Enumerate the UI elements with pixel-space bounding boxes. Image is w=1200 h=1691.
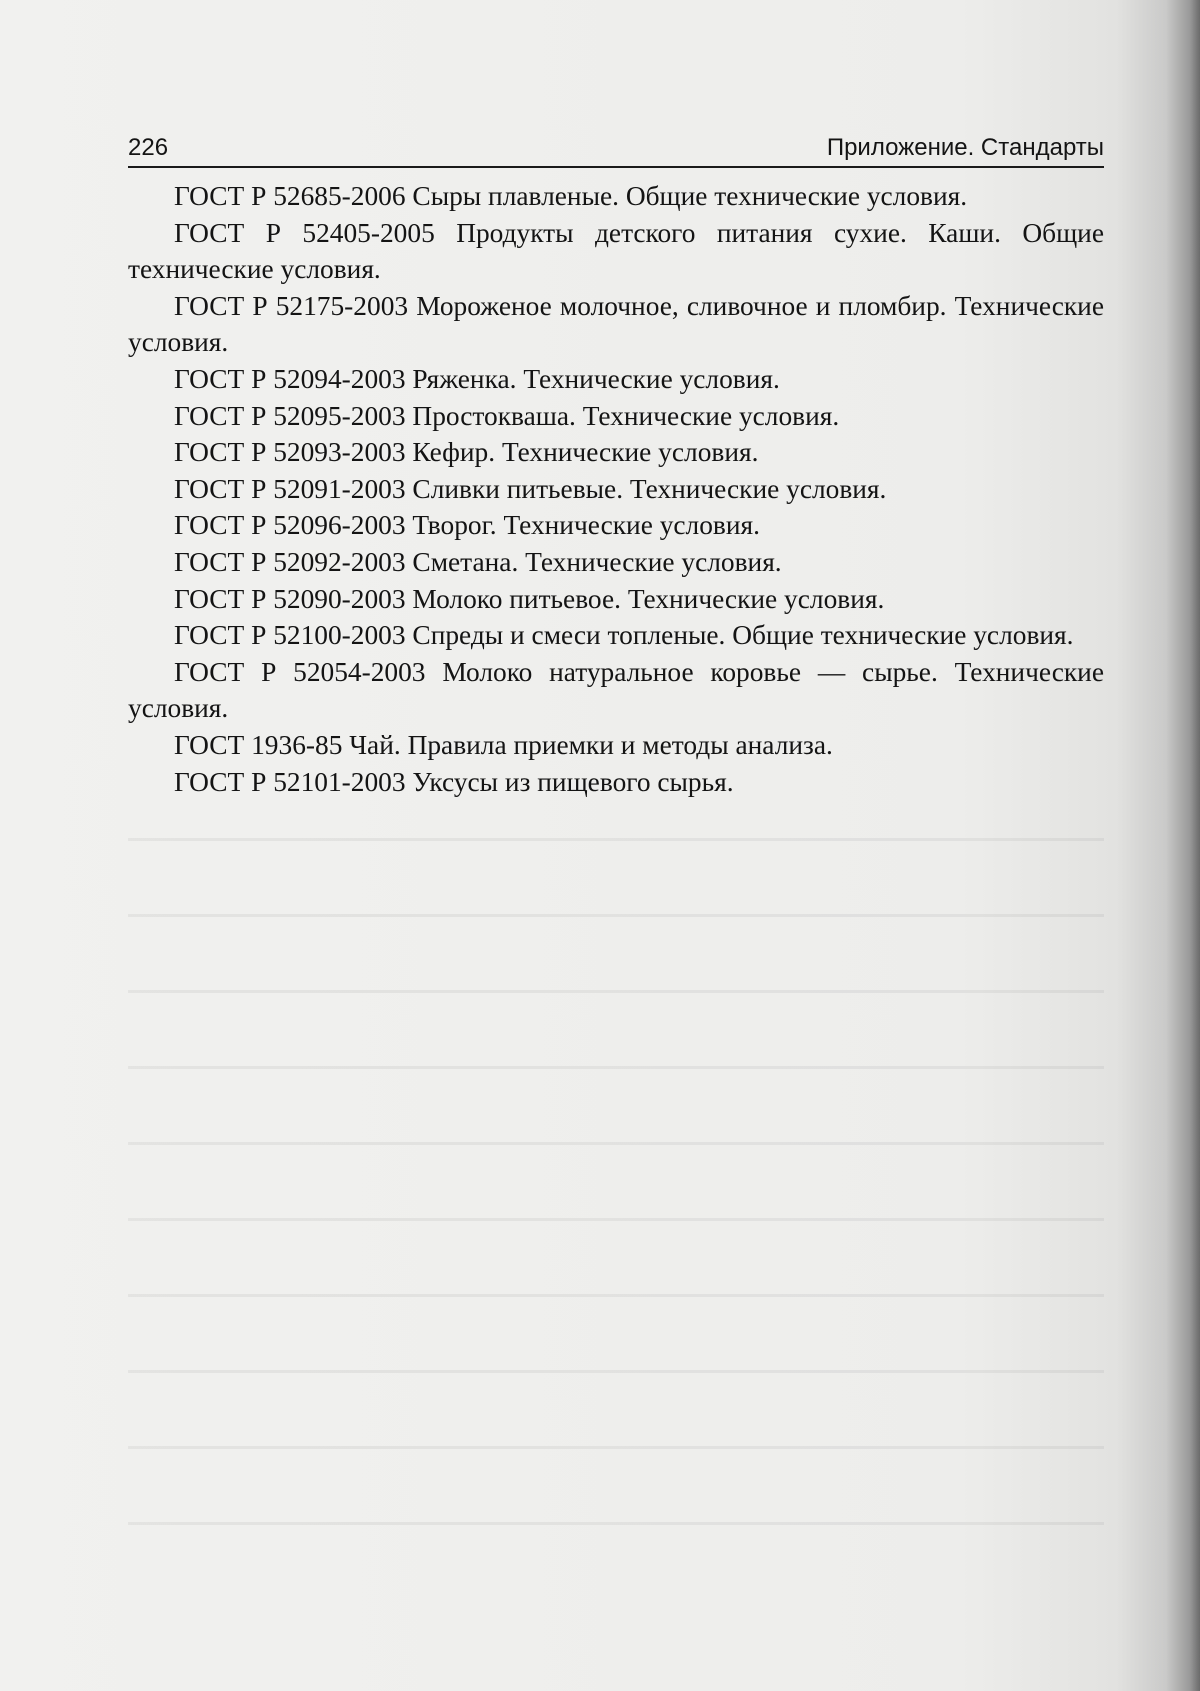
bleed-through-line [128, 1142, 1104, 1145]
bleed-through-line [128, 990, 1104, 993]
page-number: 226 [128, 134, 168, 162]
standard-entry: ГОСТ Р 52685-2006 Сыры плавленые. Общие технические условия. [128, 178, 1104, 215]
standard-entry: ГОСТ Р 52100-2003 Спреды и смеси топленые. Общие технические условия. [128, 617, 1104, 654]
standard-entry: ГОСТ Р 52405-2005 Продукты детского питания сухие. Каши. Общие технические условия. [128, 215, 1104, 288]
page-header [128, 126, 1104, 168]
bleed-through-line [128, 1370, 1104, 1373]
bleed-through-line [128, 1218, 1104, 1221]
standard-entry: ГОСТ Р 52094-2003 Ряженка. Технические условия. [128, 361, 1104, 398]
bleed-through-line [128, 1066, 1104, 1069]
bleed-through-line [128, 1522, 1104, 1525]
bleed-through-line [128, 838, 1104, 841]
standard-entry: ГОСТ Р 52096-2003 Творог. Технические условия. [128, 507, 1104, 544]
bleed-through-line [128, 914, 1104, 917]
bleed-through-line [128, 1446, 1104, 1449]
standard-entry: ГОСТ Р 52093-2003 Кефир. Технические условия. [128, 434, 1104, 471]
standards-list [128, 178, 1104, 800]
standard-entry: ГОСТ Р 52101-2003 Уксусы из пищевого сырья. [128, 764, 1104, 801]
standard-entry: ГОСТ Р 52090-2003 Молоко питьевое. Технические условия. [128, 581, 1104, 618]
standard-entry: ГОСТ 1936-85 Чай. Правила приемки и методы анализа. [128, 727, 1104, 764]
bleed-through-line [128, 1294, 1104, 1297]
book-page [0, 0, 1200, 1691]
standard-entry: ГОСТ Р 52175-2003 Мороженое молочное, сливочное и пломбир. Технические условия. [128, 288, 1104, 361]
standard-entry: ГОСТ Р 52095-2003 Простокваша. Технические условия. [128, 398, 1104, 435]
standard-entry: ГОСТ Р 52092-2003 Сметана. Технические условия. [128, 544, 1104, 581]
standard-entry: ГОСТ Р 52091-2003 Сливки питьевые. Технические условия. [128, 471, 1104, 508]
running-head: Приложение. Стандарты [827, 134, 1104, 162]
spine-shadow [1166, 0, 1200, 1691]
standard-entry: ГОСТ Р 52054-2003 Молоко натуральное коровье — сырье. Технические условия. [128, 654, 1104, 727]
